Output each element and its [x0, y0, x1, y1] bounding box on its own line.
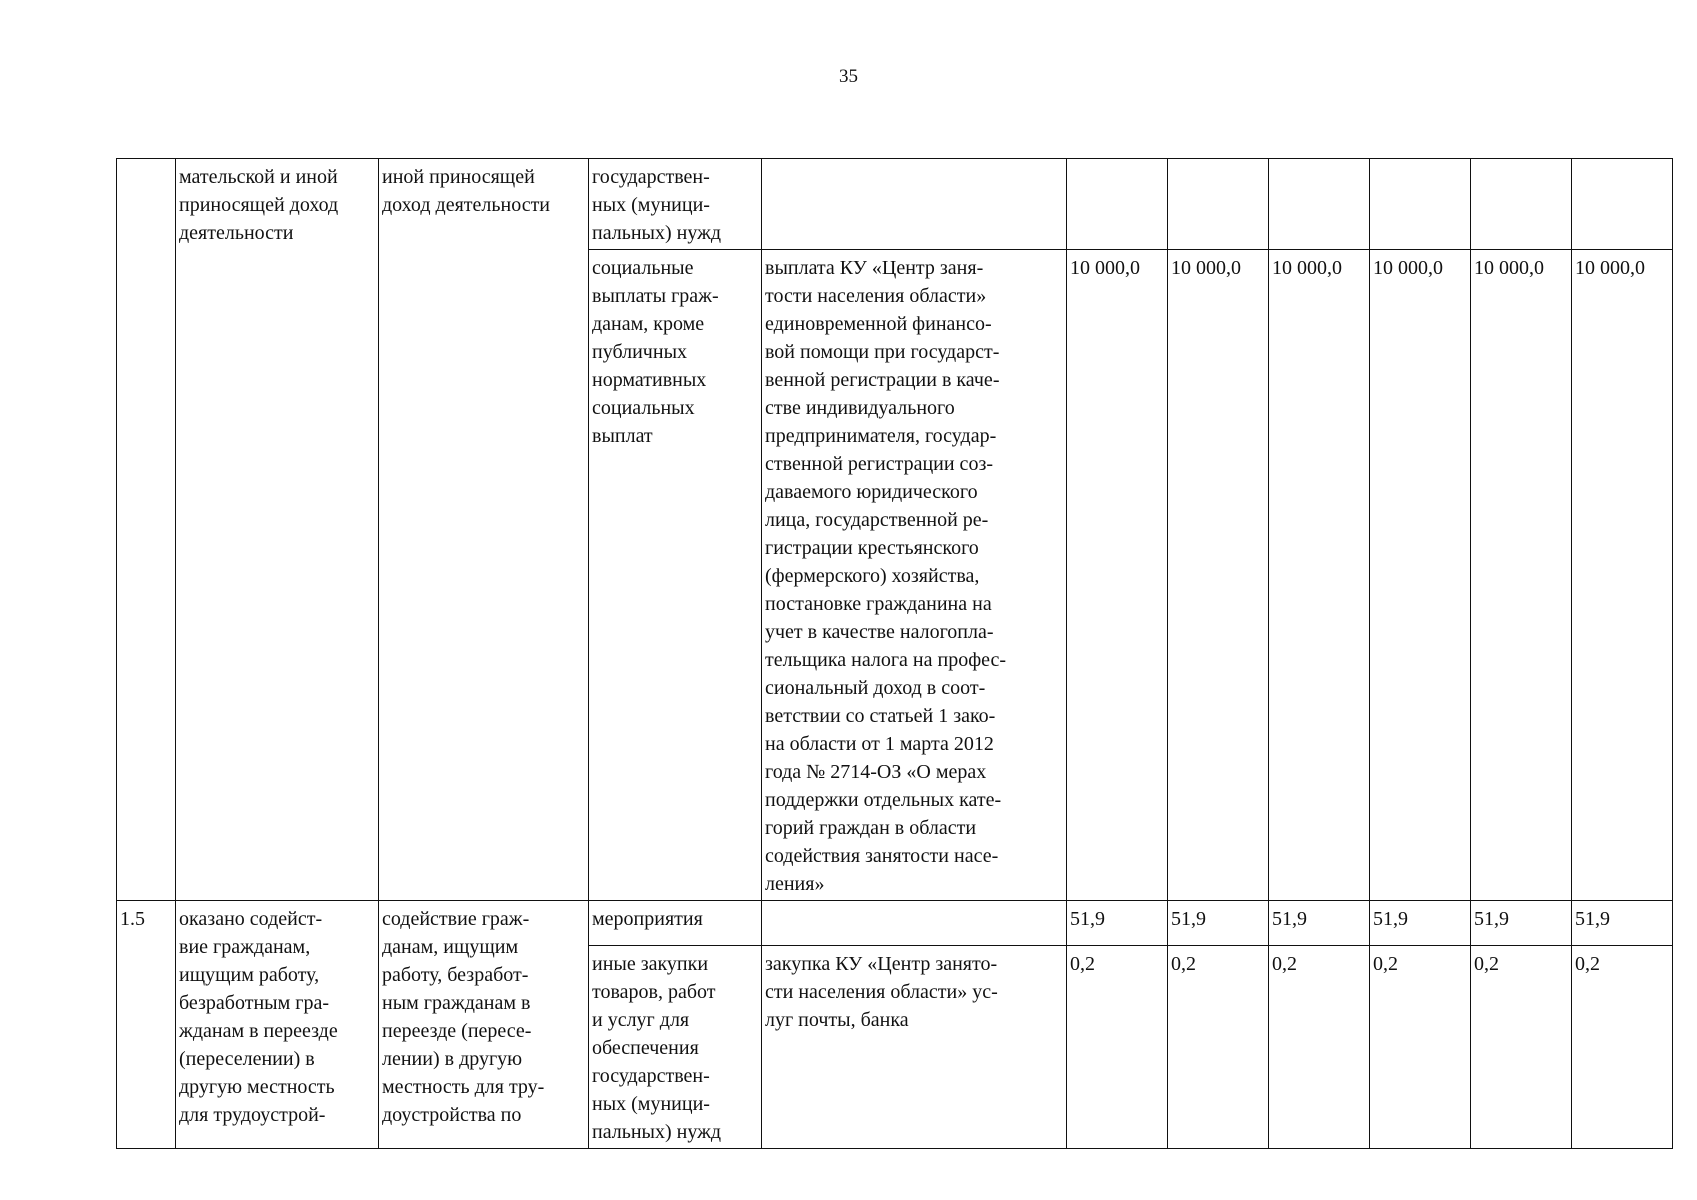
value-cell: 51,9	[1471, 901, 1572, 946]
value-cell	[1269, 159, 1370, 250]
value-cell: 10 000,0	[1370, 250, 1471, 901]
table-row	[117, 901, 1673, 946]
value-cell: 51,9	[1269, 901, 1370, 946]
value-cell: 51,9	[1168, 901, 1269, 946]
value-cell: 51,9	[1370, 901, 1471, 946]
value-cell	[1471, 159, 1572, 250]
expense-type-cell: мероприятия	[589, 901, 762, 946]
value-cell: 10 000,0	[1168, 250, 1269, 901]
expense-type-cell: социальные выплаты граж- данам, кроме публичных нормативных социальных выплат	[589, 250, 762, 901]
value-cell: 0,2	[1370, 946, 1471, 1149]
activity-cell: иной приносящей доход деятельности	[379, 159, 589, 901]
result-cell: мательской и иной приносящей доход деятельности	[176, 159, 379, 901]
value-cell: 0,2	[1471, 946, 1572, 1149]
description-cell	[762, 901, 1067, 946]
value-cell: 0,2	[1067, 946, 1168, 1149]
value-cell: 51,9	[1572, 901, 1673, 946]
result-cell: оказано содейст- вие гражданам, ищущим работу, безработным гра- жданам в переезде (переселении) в другую местность для трудоустрой-	[176, 901, 379, 1149]
description-cell: выплата КУ «Центр заня- тости населения области» единовременной финансо- вой помощи при государст- венной регистрации в каче- стве индивидуального предпринимателя, государ- ственной регистрации соз- даваемого юридического лица, государственной ре- гистрации крестьянского (фермерского) хозяйства, постановке гражданина на учет в качестве налогопла- тельщика налога на профес- сиональный доход в соот- ветствии со статьей 1 зако- на области от 1 марта 2012 года № 2714-ОЗ «О мерах поддержки отдельных кате- горий граждан в области содействия занятости насе- ления»	[762, 250, 1067, 901]
value-cell: 10 000,0	[1269, 250, 1370, 901]
value-cell: 0,2	[1572, 946, 1673, 1149]
expense-type-cell: иные закупки товаров, работ и услуг для обеспечения государствен- ных (муници- пальных) нужд	[589, 946, 762, 1149]
value-cell	[1572, 159, 1673, 250]
value-cell: 0,2	[1269, 946, 1370, 1149]
value-cell	[1067, 159, 1168, 250]
value-cell	[1168, 159, 1269, 250]
value-cell: 10 000,0	[1572, 250, 1673, 901]
table-row	[117, 159, 1673, 250]
page-number: 35	[839, 66, 858, 87]
description-cell	[762, 159, 1067, 250]
row-number-cell: 1.5	[117, 901, 176, 1149]
value-cell: 10 000,0	[1067, 250, 1168, 901]
description-cell: закупка КУ «Центр занято- сти населения области» ус- луг почты, банка	[762, 946, 1067, 1149]
budget-table	[116, 158, 1673, 1149]
row-number-cell	[117, 159, 176, 901]
expense-type-cell: государствен- ных (муници- пальных) нужд	[589, 159, 762, 250]
value-cell: 51,9	[1067, 901, 1168, 946]
value-cell: 10 000,0	[1471, 250, 1572, 901]
value-cell: 0,2	[1168, 946, 1269, 1149]
value-cell	[1370, 159, 1471, 250]
activity-cell: содействие граж- данам, ищущим работу, безработ- ным гражданам в переезде (пересе- лении) в другую местность для тру- доустройства по	[379, 901, 589, 1149]
